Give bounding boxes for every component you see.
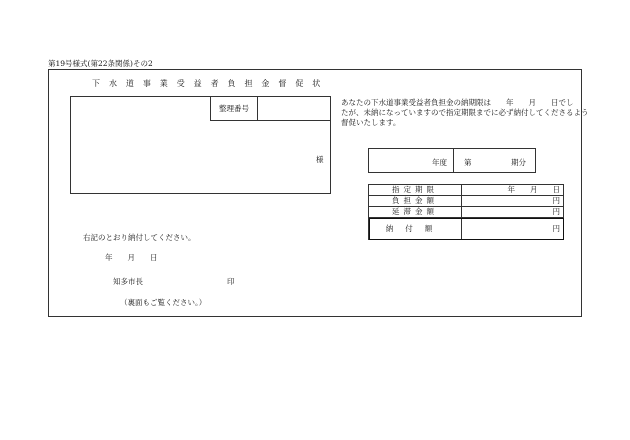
- table-row: [369, 207, 564, 218]
- date-line: 年 月 日: [105, 253, 158, 262]
- message-line: あなたの下水道事業受益者負担金の納期限は 年 月 日でし: [341, 98, 574, 107]
- dai-label: 第: [464, 158, 472, 167]
- table-cell-value: 円: [462, 218, 564, 240]
- seal-mark: 印: [227, 277, 235, 286]
- table-cell-label: 延滞金額: [369, 207, 462, 218]
- seiri-bango-value-field[interactable]: [257, 96, 331, 121]
- nendo-label: 年度: [432, 158, 447, 167]
- back-note: （裏面もご覧ください。）: [120, 298, 207, 307]
- table-row: [369, 218, 564, 240]
- message-line: 督促いたします。: [341, 118, 401, 127]
- table-row: [369, 196, 564, 207]
- table-cell-value: 円: [462, 196, 564, 207]
- table-cell-label: 指定期限: [369, 185, 462, 196]
- form-number: 第19号様式(第22条関係)その2: [48, 59, 153, 68]
- payment-instruction: 右記のとおり納付してください。: [83, 233, 196, 242]
- reminder-message: [341, 98, 589, 128]
- table-cell-label: 負担金額: [369, 196, 462, 207]
- kibun-label: 期分: [511, 158, 526, 167]
- sama-label: 様: [316, 155, 324, 164]
- nendo-divider: [453, 148, 454, 173]
- amount-table: [368, 184, 564, 240]
- table-cell-value: 年 月 日: [462, 185, 564, 196]
- seiri-bango-label: 整理番号: [210, 96, 258, 121]
- message-line: たが、未納になっていますので指定期限までに必ず納付してくださるよう: [341, 108, 589, 117]
- mayor-label: 知多市長: [113, 277, 143, 286]
- table-cell-label: 納付額: [369, 218, 462, 240]
- table-cell-value: 円: [462, 207, 564, 218]
- page-title: 下 水 道 事 業 受 益 者 負 担 金 督 促 状: [92, 79, 324, 88]
- table-row: [369, 185, 564, 196]
